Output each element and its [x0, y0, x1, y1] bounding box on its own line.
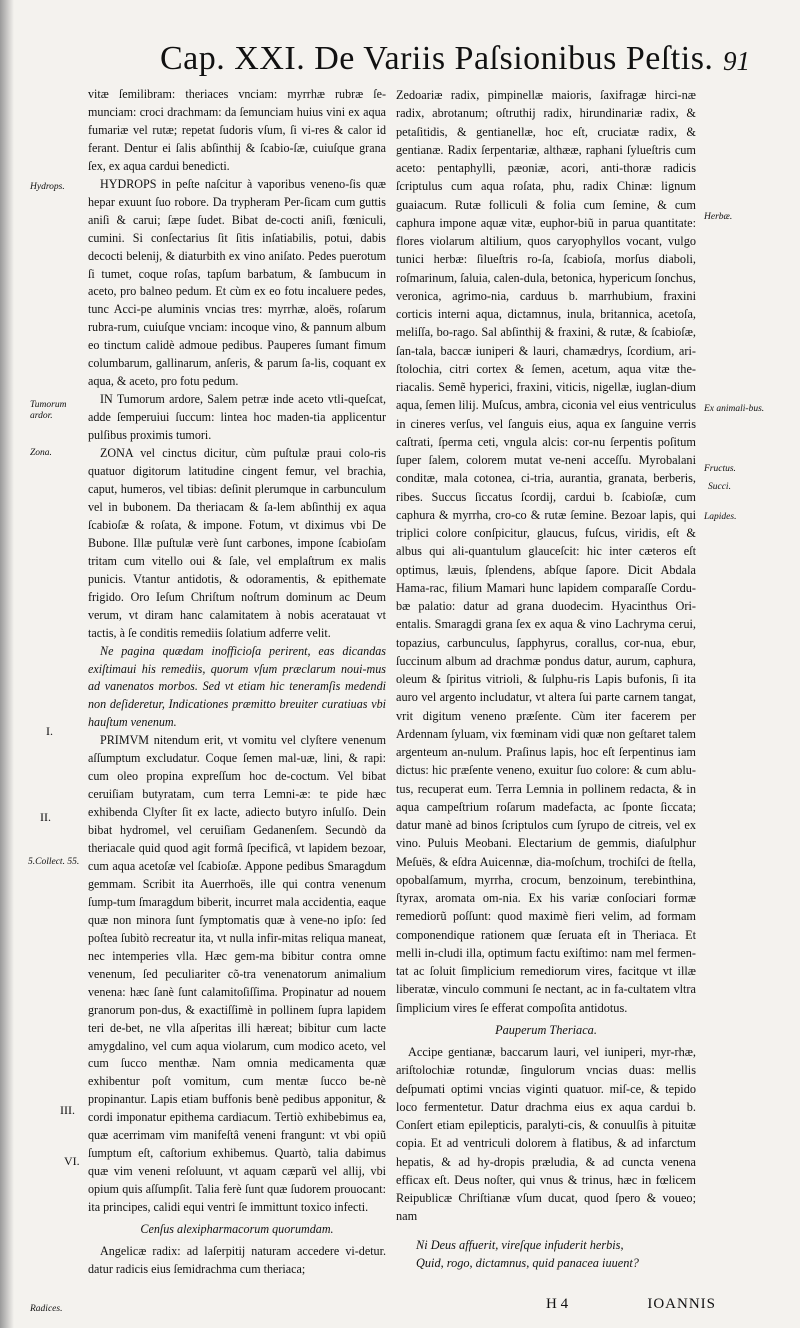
verse-line-2: Quid, rogo, dictamnus, quid panacea iuuent?: [416, 1255, 639, 1270]
margin-note-vi: VI.: [64, 1154, 80, 1168]
section-heading: Cenſus alexipharmacorum quorumdam.: [140, 1222, 334, 1237]
right-text-column: [396, 86, 696, 1286]
verse-line-1: Ni Deus affuerit, vireſque infuderit herbis,: [416, 1237, 624, 1252]
paragraph: HYDROPS in peſte naſcitur à vaporibus veneno-ſis quæ hepar exuunt ſuo robore. Da trypheram Per-ſicam cum guttis aniſi & carui; ſæpe ſudet. Bibat de-cocti aniſi, fœniculi, cumini. Si conſectarius ſit ſitis inſatiabilis, potui, dabis decocti belenij, & diaturbith ex vino aniſato. Pedes puerotum ſi tumet, coque roſas, tapſum barbatum, & ſambucum in aceto, pro balneo pedum. Et cùm ex eo fotu incaluere pedes, tunc Acci-pe aluminis vncias tres: myrrhæ, aloës, roſarum rubra-rum, cuiuſque vnciam: incoque vino, & pannum album eo tinctum calidè admoue pedibus. Pauperes ſumant fimum columbarum, gallinarum, anſeris, & parum ſa-lis, coquant ex aqua, & aceto, pro fotu pedum.: [88, 176, 386, 389]
margin-note-lapides: Lapides.: [704, 512, 737, 522]
paragraph: PRIMVM nitendum erit, vt vomitu vel clyſtere venenum aſſumptum excludatur. Coque ſemen mal-uæ, lini, & rapi: cum oleo propina expreſſum hoc de-coctum. Vel bibat ceruiſiam butyratam, cum terra Lemni-æ: te pide hæc exhibenda Clyſter ſit ex lacte, adiecto butyro inſulſo. Dein bibat hydromel, vel ceruiſiam Gedanenſem. Secundò da theriacale quid quod agit formâ ſpecificâ, vt lapidem bezoar, cum aqua acetoſæ vel ſcabioſæ. Appone pedibus Smaragdum gemmam. Scribit ita Auerrhoës, ille qui contra venenum ſump-tum ſmaragdum biberit, incurret mala accidentia, eaque quæ non minora ſunt ſymptomatis quæ à vene-no ipſo: ſed poſtea ſubitò recreatur ita, vt nulla infir-mitas reliqua maneat, nec intemperies vlla. Hæc gem-ma bibitur contra omne venenum, ſed peculiariter cõ-tra venenatorum animalium venena: hæc ſanè ſunt calamitoſiſſima. Propinatur ad nouem granorum pon-dus, & exactiſſimè in pollinem ſupra lapidem teri de-bet, ne vlla aſperitas illi hæreat; bibitur cum lacte amygdalino, vel cum aqua violarum, cum modico aceto, vel cum ſucco menthæ. Nam omnia medicamenta quæ exhibentur poſt vomitum, cum mentæ ſucco be-nè propinantur. Lapis etiam buffonis benè pedibus apponitur, & cordi imponatur epithema cardiacum. Tertiò exhibebimus ea, quæ acerrimam vim manifeſtâ veneni frangunt: vt vbi opiũ ſumptum eſt, caſtorium exhibemus. Quartò, talia dabimus quæ vim veneni reſoluunt, vt aquam cæparũ vel allij, vbi opium quis aſſumpſit. Talia ferè ſunt quæ ſudorem prouocant: ita principes, calidi equi ventri ſe immittunt toxico infecti.: [88, 733, 386, 1215]
right-column-body: [396, 86, 696, 1226]
section-heading: Pauperum Theriaca.: [495, 1022, 597, 1037]
margin-note-herbae: Herbæ.: [704, 212, 733, 222]
margin-note-radices: Radices.: [30, 1304, 63, 1314]
paragraph: Accipe gentianæ, baccarum lauri, vel iuniperi, myr-rhæ, ariſtolochiæ rotundæ, ſingulorum vncias duas: mellis deſpumati optimi vncias viginti quatuor. miſ-ce, & tepido loco fermentetur. Datur drachma eius ex aqua cardui b. Conſert etiam epilepticis, paralyti-cis, & conuulſis à pituitæ copia. Et ad ventriculi dolorem à flatibus, & ad infarctum hepatis, & ad hy-dropis præludia, & ad cuncta venena efficax eſt. Deus noſter, qui vnus & trinus, hæc in fœlicem Reipublicæ Chriſtianæ vſum ducat, quod ſpero & voueo; nam: [396, 1045, 696, 1224]
paragraph: IN Tumorum ardore, Salem petræ inde aceto vtli-queſcat, adde ſemperuiui ſuccum: lintea hoc maden-tia applicentur pulſibus proximis tumori.: [88, 392, 386, 443]
margin-note-ex-animalibus: Ex animali-bus.: [704, 404, 765, 414]
left-text-column: [88, 86, 386, 1286]
margin-note-fructus: Fructus.: [704, 464, 736, 474]
margin-note-collect: 5.Collect. 55.: [28, 857, 80, 867]
margin-note-zona: Zona.: [30, 448, 52, 458]
paragraph: Angelicæ radix: ad laſerpitij naturam accedere vi-detur. datur radicis eius ſemidrachma cum theriaca;: [88, 1244, 386, 1276]
paragraph: vitæ ſemilibram: theriaces vnciam: myrrhæ rubræ ſe-munciam: croci drachmam: da ſemunciam huius vini ex aqua fumariæ vel rutæ; repetat ſudoris vſum, ſi vi-res & calor id ferant. Dentur ei ſalis abſinthij & ſcabio-ſæ, cuiuſque grana ſex, ex aqua cardui benedicti.: [88, 87, 386, 173]
margin-note-succi: Succi.: [708, 482, 731, 492]
chapter-title: Cap. XXI. De Variis Paſsionibus Peſtis.: [160, 40, 714, 77]
running-header: [160, 40, 750, 90]
closing-verse: [396, 1236, 696, 1273]
signature-mark: H 4: [546, 1296, 569, 1312]
margin-note-ii: II.: [40, 810, 51, 824]
page-number: 91: [723, 46, 750, 76]
paragraph: Ne pagina quædam inofficioſa perirent, eas dicandas exiſtimaui his remediis, quorum vſum præclarum noui-mus ad vanenatos morbos. Sed vt etiam hic teneramſis medendi non deſideretur, Indicationes præmitto breuiter curatiuas vbi hauſtum venenum.: [88, 643, 386, 730]
margin-note-i: I.: [46, 724, 53, 738]
margin-note-hydrops: Hydrops.: [30, 182, 65, 192]
paragraph: Zedoariæ radix, pimpinellæ maioris, ſaxifragæ hirci-næ radix, abrotanum; oſtruthij radix, hirundinariæ radix, & petaſitidis, & gentianellæ, hoc eſt, cruciatæ radix, & gentianæ. Radix ſerpentariæ, althææ, raphani ſylueſtris cum aceto: pentaphylli, pæoniæ, acori, anti-thoræ radicis ſcriptulus cum aqua roſata, phu, radix Chinæ: lignum guaiacum. Rutæ folliculi & folia cum ſemine, & cum caphura impone aquæ vitæ, euphor-biũ in parua quantitate: flores violarum altilium, quos caryophyllos vocant, vulgo tunici herbæ: ſilueſtris ro-ſa, ſcabioſa, morſus diaboli, roſmarinum, ſaluia, calen-dula, betonica, hypericum ſonchus, veronica, agrimo-nia, carduus b. marrhubium, fraxini corticis interni aqua, dictamnus, inula, britannica, acetoſa, meliſſa, bo-rago. Sal abſinthij & fraxini, & rutæ, & ſcabioſæ, ſan-tala, baccæ iuniperi & lauri, chamædrys, ſcordium, ari-ſtolochia, citri cortex & ſemen, acetum, aqua vitæ the-riacalis. Semẽ hyperici, fraxini, viticis, nigellæ, iuglan-dium aqua, ſemen lilij. Muſcus, ambra, ciconia vel eius ventriculus in cineres verſus, vel ſanguis eius, aqua ex ſanguine verris caſtrati, ſperma ceti, vngula alcis: cor-nu ſerpentis poſitum ſuper ſalem, colorem mutat ve-neni acceſſu. Myrobalani conditæ, mala cotonea, ci-tria, aurantia, granata, berberis, ribes. Succus ſiccatus ſcordij, cardui b. ſcabioſæ, cum caphura & myrrha, cro-co & rutæ ſemine. Bezoar lapis, qui triplici colore conſpicitur, glaucus, fuſcus, viridis, eſt & albus qui ali-quantulum glauceſcit: hic inter cæteros eſt optimus, læuis, ſplendens, abſque ſapore. Dicit Abdala Hama-rac, filium Mamari hunc lapidem comparaſſe Cordu-bæ palatio: datur ad grana duodecim. Hyacinthus Ori-entalis. Smaragdi grana ſex ex aqua & vino Lachryma cerui, topazius, carbunculus, ſapphyrus, corallus, cor-nua, ebur, ſuccinum album ad drachmæ pondus datur, aurum, caphura, oleum & ſpiritus vitrioli, & ſulphu-ris Lapis bufonis, ſi ita auro vel argento includatur, vt altera ſui parte carnem tangat, vrit digitum veneno præſente. Cùm iter facerem per Ardennam ſyluam, vix fœminam vidi quæ non geſtaret talem argenteum an-nulum. Praſinus lapis, hoc eſt ſerpentinus iam dictus: hic præſente veneno, exuitur ſuo colore: & cum ablu-tus, recuperat eum. Terra Lemnia in pollinem redacta, & in aqua campeſtrium roſarum madefacta, ac ſponte ſiccata; datur manè ad binos ſcriptulos cum ſyrupo de citreis, vel ex vino. Puluis Meobani. Electarium de gemmis, diaſulphur Meſuës, & eſdra Auicennæ, dia-moſchum, trochiſci de ſtella, opobalſamum, myrrha, crocum, benzoinum, terebinthina, ſtyrax, aromata om-nia. Ex his variæ conſociari formæ remediorũ poſſunt: quod maximè fieri velim, ad formam componendique rationem quæ ſeruata eſt in Theriaca. Et melli in-cludi illa, optimum factu exiſtimo: nam mel fermen-tat ac ſoluit ſimplicium remediorum vires, facitque vt illæ liberatæ, vinculo communi ſe nectant, ac in fa-cultatem vltra ſimplicium vires ſe efferat compoſita antidotus.: [396, 88, 696, 1015]
page-footer: [396, 1296, 716, 1318]
catchword: IOANNIS: [647, 1296, 716, 1312]
margin-note-iii: III.: [60, 1103, 75, 1117]
margin-note-tumorum-ardor: Tumorum ardor.: [30, 400, 67, 421]
paragraph: ZONA vel cinctus dicitur, cùm puſtulæ praui colo-ris quatuor digitorum latitudine cingent femur, vel brachia, caput, humeros, vel tibias: deſinit plerumque in carbunculum vel in bubonem. Da theriacam & ſa-lem abſinthij ex aqua ſcabioſæ & roſata, & impone. Fotum, vt diximus vbi De Bubone. Illæ puſtulæ verè ſunt carbones, impone ſcabioſam tritam cum vitello oui & ſale, vel emplaſtrum ex malis punicis. Vtantur antidotis, & odoramentis, & epithemate frigido. Oro Ieſum Chriſtum noſtrum dominum ac Deum verum, vt diram hanc calamitatem à nobis aceratauat vt tactis, à ſe conditis remediis ſolatium adferre velit.: [88, 446, 386, 640]
